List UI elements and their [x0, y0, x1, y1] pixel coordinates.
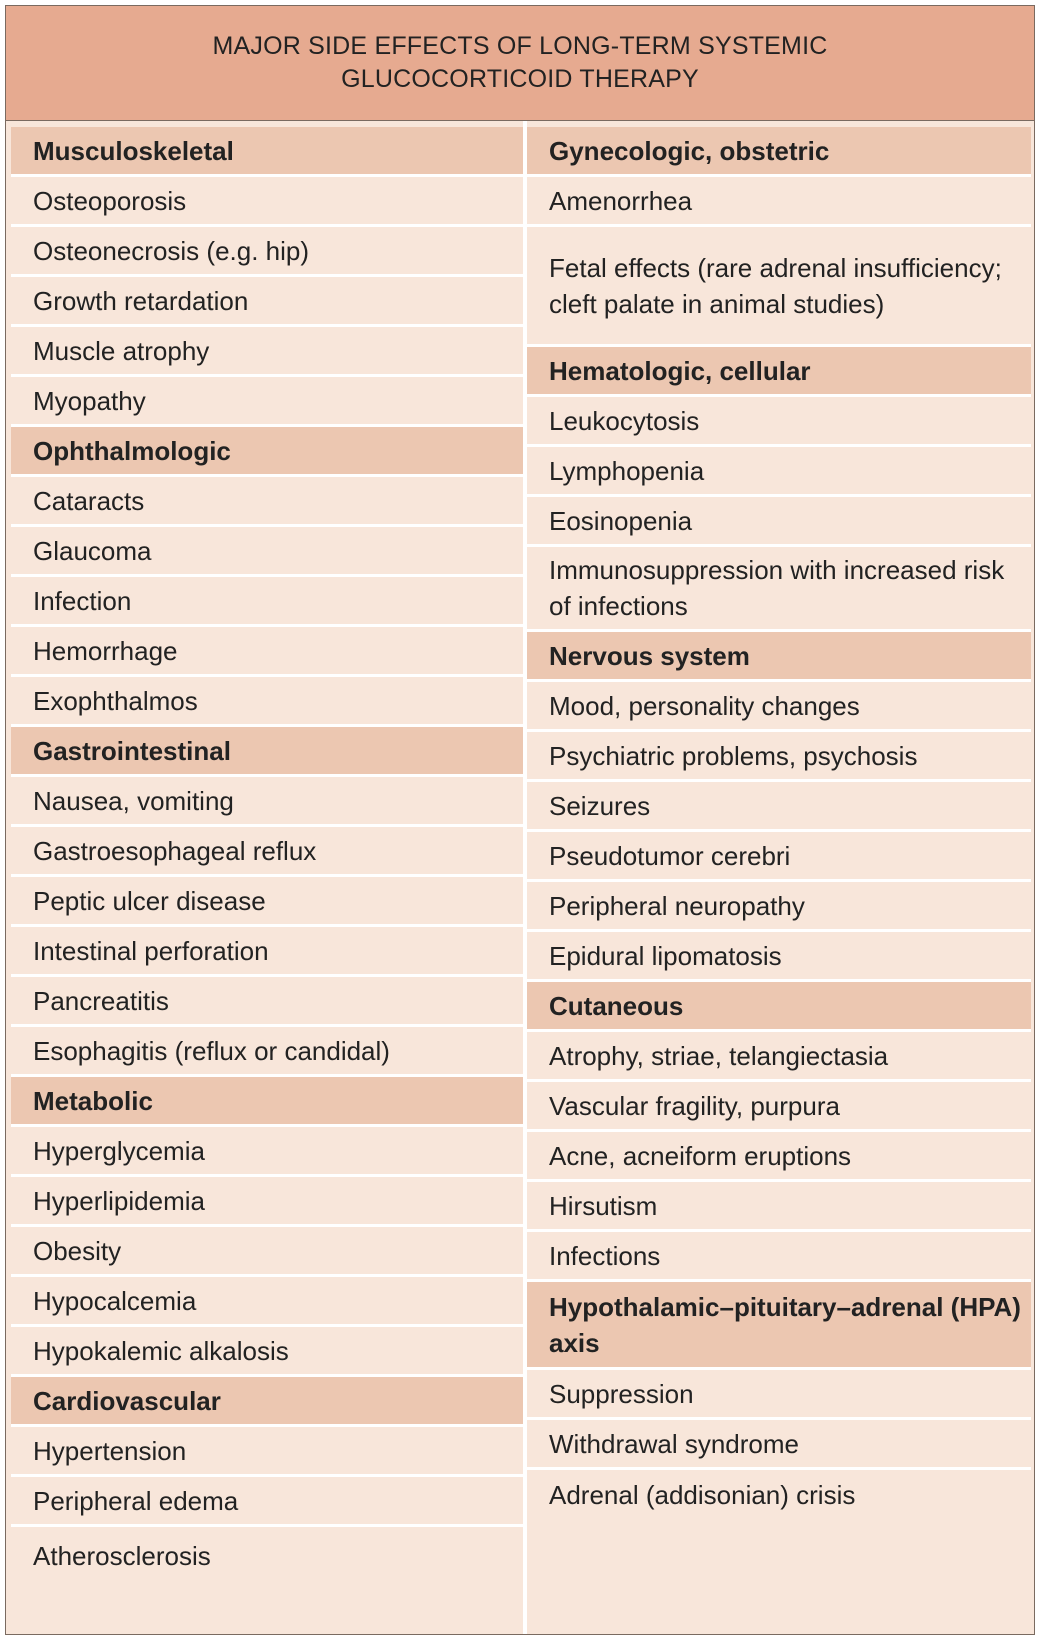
list-item: Epidural lipomatosis — [527, 932, 1031, 982]
section-heading-musculoskeletal: Musculoskeletal — [11, 127, 523, 177]
list-item: Glaucoma — [11, 527, 523, 577]
right-column — [527, 127, 1031, 1520]
list-item: Myopathy — [11, 377, 523, 427]
list-item: Intestinal perforation — [11, 927, 523, 977]
section-heading-ophthalmologic: Ophthalmologic — [11, 427, 523, 477]
list-item: Withdrawal syndrome — [527, 1420, 1031, 1470]
list-item: Growth retardation — [11, 277, 523, 327]
list-item: Infections — [527, 1232, 1031, 1282]
list-item: Osteoporosis — [11, 177, 523, 227]
list-item: Eosinopenia — [527, 497, 1031, 547]
list-item: Leukocytosis — [527, 397, 1031, 447]
list-item: Seizures — [527, 782, 1031, 832]
table-title-line-1: MAJOR SIDE EFFECTS OF LONG-TERM SYSTEMIC — [212, 32, 828, 60]
list-item: Hypertension — [11, 1427, 523, 1477]
list-item: Peptic ulcer disease — [11, 877, 523, 927]
section-heading-nervous-system: Nervous system — [527, 632, 1031, 682]
list-item: Gastroesophageal reflux — [11, 827, 523, 877]
section-heading-cardiovascular: Cardiovascular — [11, 1377, 523, 1427]
list-item: Infection — [11, 577, 523, 627]
side-effects-table — [5, 5, 1035, 1635]
section-heading-gynecologic: Gynecologic, obstetric — [527, 127, 1031, 177]
list-item: Nausea, vomiting — [11, 777, 523, 827]
table-title-line-2: GLUCOCORTICOID THERAPY — [341, 65, 699, 93]
section-heading-metabolic: Metabolic — [11, 1077, 523, 1127]
section-heading-cutaneous: Cutaneous — [527, 982, 1031, 1032]
list-item: Muscle atrophy — [11, 327, 523, 377]
list-item: Peripheral neuropathy — [527, 882, 1031, 932]
list-item: Hyperlipidemia — [11, 1177, 523, 1227]
list-item: Osteonecrosis (e.g. hip) — [11, 227, 523, 277]
list-item: Cataracts — [11, 477, 523, 527]
left-column — [11, 127, 523, 1585]
list-item: Vascular fragility, purpura — [527, 1082, 1031, 1132]
list-item: Atrophy, striae, telangiectasia — [527, 1032, 1031, 1082]
list-item: Pancreatitis — [11, 977, 523, 1027]
list-item: Acne, acneiform eruptions — [527, 1132, 1031, 1182]
list-item: Esophagitis (reflux or candidal) — [11, 1027, 523, 1077]
list-item: Pseudotumor cerebri — [527, 832, 1031, 882]
list-item: Hypokalemic alkalosis — [11, 1327, 523, 1377]
list-item: Fetal effects (rare adrenal insufficiency; cleft palate in animal studies) — [527, 227, 1031, 347]
list-item: Hemorrhage — [11, 627, 523, 677]
list-item: Hirsutism — [527, 1182, 1031, 1232]
list-item: Obesity — [11, 1227, 523, 1277]
list-item: Exophthalmos — [11, 677, 523, 727]
list-item: Atherosclerosis — [11, 1527, 523, 1585]
list-item: Immunosuppression with increased risk of infections — [527, 547, 1031, 632]
list-item: Hypocalcemia — [11, 1277, 523, 1327]
section-heading-hpa-axis: Hypothalamic–pituitary–adrenal (HPA) axis — [527, 1282, 1031, 1370]
list-item: Mood, personality changes — [527, 682, 1031, 732]
list-item: Suppression — [527, 1370, 1031, 1420]
table-title — [6, 6, 1034, 121]
list-item: Amenorrhea — [527, 177, 1031, 227]
list-item: Peripheral edema — [11, 1477, 523, 1527]
list-item: Adrenal (addisonian) crisis — [527, 1470, 1031, 1520]
list-item: Lymphopenia — [527, 447, 1031, 497]
section-heading-gastrointestinal: Gastrointestinal — [11, 727, 523, 777]
list-item: Hyperglycemia — [11, 1127, 523, 1177]
list-item: Psychiatric problems, psychosis — [527, 732, 1031, 782]
section-heading-hematologic: Hematologic, cellular — [527, 347, 1031, 397]
